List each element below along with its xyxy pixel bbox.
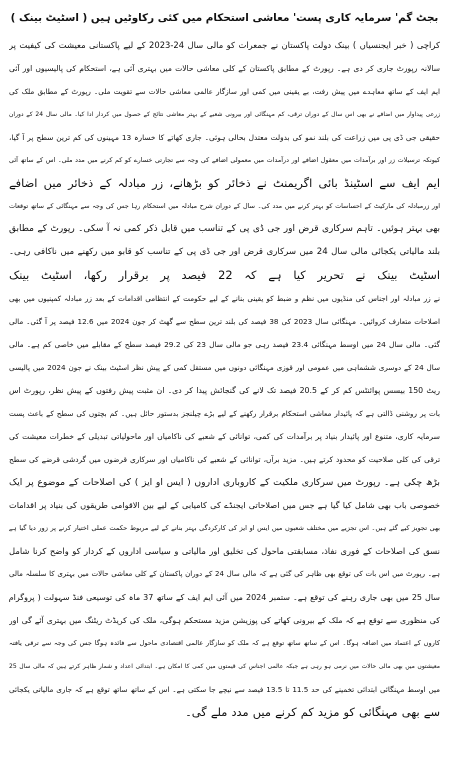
- article-line: کاروں کے اعتماد میں اضافہ ہوگا۔ اس کے ساتھ ساتھ توقع ہے کہ ملک کو سازگار عالمی اقتصادی ماحول سے فائدہ ہوگا جس کی وجہ سے ترقی یافتہ: [9, 639, 440, 647]
- article-line: زرعی پیداوار میں اضافے نے بھی اس سال کے دوران ترقی، کم مہنگائی اور بیرونی شعبے کے بہتر معاشی نتائج کے حصول میں کردار ادا کیا۔ مالی سال 24 کے دوران: [9, 111, 440, 118]
- article-line: نسق کی اصلاحات کے فوری نفاذ، مسابقتی ماحول کی تخلیق اور مالیاتی و سیاسی اداروں کے کردار کو واضح کرنا شامل: [9, 546, 440, 556]
- article-line: کی منظوری سے توقع ہے کہ ملک کے بیرونی کھاتے کی پوزیشن مزید مستحکم ہوگی، ملک کی کریڈٹ ریٹنگ میں بہتری آئے گی اور: [9, 616, 440, 625]
- article-line: ایم ایف سے اسٹینڈ بائی اگریمنٹ نے ذخائر کو بڑھانے، زر مبادلہ کے ذخائر میں اضافے: [9, 176, 440, 190]
- article-line: ترقی کی کلی صلاحیت کو محدود کرتے ہیں۔ مزید برآں، توانائی کے شعبے کی ناکامیاں اور سرکاری قرضوں میں گردشی قرضے کی سطح: [9, 455, 440, 464]
- article-line: بھی بہتر ہوئیں۔ تاہم سرکاری قرض اور جی ڈی پی کے تناسب میں قابل ذکر کمی نہ آ سکی۔ رپورٹ کے مطابق: [9, 224, 440, 234]
- article-line: کیونکہ ترسیلات زر اور برآمدات میں معقول اضافے اور درآمدات میں معمولی اضافے کی وجہ سے تجارتی خسارے کو کم کرنے میں مدد ملی۔ اس کے ساتھ آئی: [9, 156, 440, 164]
- article-line: ہے۔ رپورٹ میں اس بات کی توقع بھی ظاہر کی گئی ہے کہ مالی سال 24 کے دوران پاکستان کے کلی معاشی حالات میں بہتری کا سلسلہ مالی: [9, 570, 440, 578]
- article-line: اصلاحات متعارف کروائیں۔ مہنگائی سال 2023 کی 38 فیصد کی بلند ترین سطح سے گھٹ کر جون 2024 میں 12.6 فیصد پر آ گئی۔ مالی: [9, 317, 440, 326]
- article-line: بھی تجویز کیے گئے ہیں۔ اس تجزیے میں مختلف شعبوں میں ایس او ایز کی کارکردگی بہتر بنانے کے لیے مربوط حکمت عملی اختیار کرنے پر زور دیا گیا ہے: [9, 524, 440, 532]
- article-line: سرمایہ کاری، متنوع اور پائیدار بنیاد پر برآمدات کی کمی، توانائی کے شعبے کی ناکامیاں اور ماحولیاتی تبدیلی کے خطرات معیشت کی: [9, 432, 440, 441]
- article-line: اسٹیٹ بینک نے تحریر کیا ہے کہ 22 فیصد پر برقرار رکھا، اسٹیٹ بینک: [9, 268, 440, 282]
- article-line: حقیقی جی ڈی پی میں زراعت کی بلند نمو کی بدولت معتدل بحالی ہوئی۔ جاری کھاتے کا خسارہ 13 مہینوں کی کم ترین سطح پر آ گیا،: [9, 133, 440, 142]
- article-line: سال 24 کے دوسری ششماہی میں عمومی اور قوزی مہنگائی دونوں میں مستقل کمی کے پیش نظر اسٹیٹ بینک نے جون 2024 میں پالیسی: [9, 363, 440, 372]
- article-line: میں اوسط مہنگائی ابتدائی تخمینے کی حد 11.5 تا 13.5 فیصد سے نیچے جا سکتی ہے۔ اس کے ساتھ ساتھ توقع ہے کہ جاری مالیاتی یکجائی: [9, 685, 440, 694]
- article-line: اور زرمبادلہ کی مارکیٹ کے احساسات کو بہتر کرنے میں مدد کی۔ سال کے دوران شرح مبادلہ میں استحکام رہا جس کی وجہ سے مہنگائی کے ساتھ توقعات: [9, 202, 440, 210]
- article-line: خصوصی باب بھی شامل کیا گیا ہے جس میں اصلاحاتی ایجنڈے کی کامیابی کے لیے بین الاقوامی طریقوں کی بنیاد پر اقدامات: [9, 500, 440, 510]
- article-line: بلند مالیاتی یکجائی مالی سال 24 میں سرکاری قرض اور جی ڈی پی کے تناسب کو قابو میں رکھنے میں ناکافی رہی۔: [9, 247, 440, 257]
- article-body: [9, 34, 440, 724]
- article-line: کراچی ( خبر ایجنسیاں ) بینک دولت پاکستان نے جمعرات کو مالی سال 24-2023 کے لیے پاکستانی معیشت کی کیفیت پر: [9, 40, 440, 50]
- article-line: گئی۔ مالی سال 24 میں اوسط مہنگائی 23.4 فیصد رہی جو مالی سال 23 کی 29.2 فیصد سطح کے مقابلے میں خاصی کم ہے۔ مالی: [9, 340, 440, 349]
- article-line: ریٹ 150 بیسس پوائنٹس کم کر کے 20.5 فیصد تک لانے کی گنجائش پیدا کر دی۔ ان مثبت پیش رفتوں کے پیش نظر، رپورٹ اس: [9, 386, 440, 395]
- article-line: نے زر مبادلہ اور اجناس کی منڈیوں میں نظم و ضبط کو یقینی بنانے کے لیے حکومت کے انتظامی اقدامات کے بعد زر مبادلہ کمپنیوں میں بھی: [9, 294, 440, 303]
- article-line: سے بھی مہنگائی کو مزید کم کرنے میں مدد ملے گی۔: [185, 705, 440, 719]
- article-line: سالانہ رپورٹ جاری کر دی ہے۔ رپورٹ کے مطابق پاکستان کے کلی معاشی حالات میں بہتری آئی ہے، استحکام کی پالیسیوں اور آئی: [9, 64, 440, 73]
- article-headline: بجٹ گم' سرمایہ کاری پست' معاشی استحکام میں کئی رکاوٹیں ہیں ( اسٹیٹ بینک ): [10, 12, 439, 24]
- article-line: بات پر روشنی ڈالتی ہے کہ پائیدار معاشی استحکام برقرار رکھنے کے لیے بڑے چیلنجز بدستور حائل ہیں۔ کم بچتوں کی سطح کے باعث پست: [9, 409, 440, 418]
- article-line: بڑھ چکی ہے۔ رپورٹ میں سرکاری ملکیت کے کاروباری اداروں ( ایس او ایز ) کی اصلاحات کے موضوع پر ایک: [9, 477, 440, 488]
- article-line: ایم ایف کے ساتھ معاہدے میں پیش رفت، بے یقینی میں کمی اور سازگار عالمی معاشی حالات سے تقویت ملی۔ رپورٹ کے مطابق ملک کی: [9, 87, 440, 96]
- article-line: سال 25 میں بھی جاری رہنے کی توقع ہے۔ ستمبر 2024 میں آئی ایم ایف کے ساتھ 37 ماہ کی توسیعی فنڈ سہولت ( پروگرام: [9, 593, 440, 602]
- article-line: معیشتوں میں بھی مالی حالات میں نرمی ہو رہی ہے جبکہ عالمی اجناس کی قیمتوں میں کمی کا امکان ہے۔ ابتدائی اعداد و شمار ظاہر کرتے ہیں کہ مالی سال 25: [9, 663, 440, 670]
